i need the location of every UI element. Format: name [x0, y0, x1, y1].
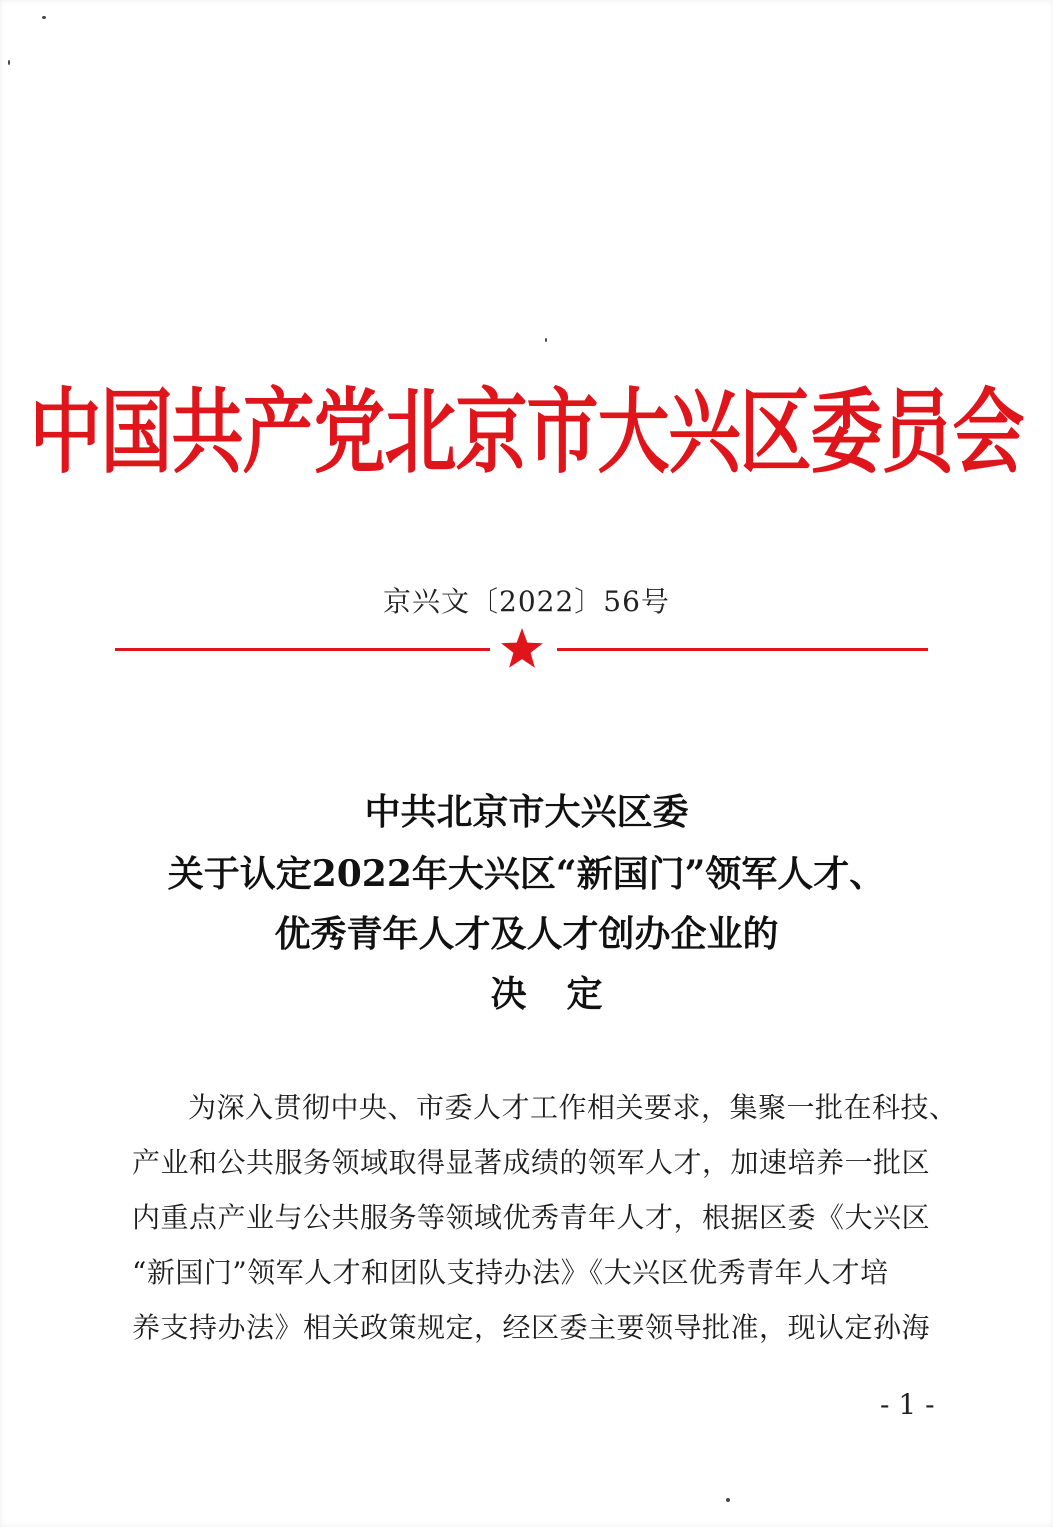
document-title-line-4: 决定 [490, 973, 643, 1015]
red-star-icon [499, 625, 545, 671]
document-number: 京兴文〔2022〕56号 [383, 585, 670, 618]
body-paragraph-line: 内重点产业与公共服务等领域优秀青年人才，根据区委《大兴区 [132, 1201, 931, 1234]
page-number: - 1 - [880, 1388, 935, 1421]
scan-speck [726, 1498, 730, 1502]
body-paragraph-line: 为深入贯彻中央、市委人才工作相关要求，集聚一批在科技、 [188, 1091, 958, 1124]
red-divider-left [115, 648, 490, 651]
red-divider-right [557, 648, 928, 651]
scan-speck [545, 338, 547, 342]
scan-speck [42, 16, 46, 19]
scan-speck [8, 60, 10, 65]
issuing-organization-header: 中国共产党北京市大兴区委员会 [29, 378, 1024, 486]
body-paragraph-line: 养支持办法》相关政策规定，经区委主要领导批准，现认定孙海 [132, 1311, 931, 1344]
body-paragraph-line: 产业和公共服务领域取得显著成绩的领军人才，加速培养一批区 [132, 1146, 931, 1179]
body-paragraph-line: “新国门”领军人才和团队支持办法》《大兴区优秀青年人才培 [132, 1256, 889, 1289]
document-title-line-2: 关于认定2022年大兴区“新国门”领军人才、 [167, 853, 886, 895]
document-title-line-1: 中共北京市大兴区委 [364, 791, 689, 833]
document-title-line-3: 优秀青年人才及人才创办企业的 [274, 913, 779, 955]
